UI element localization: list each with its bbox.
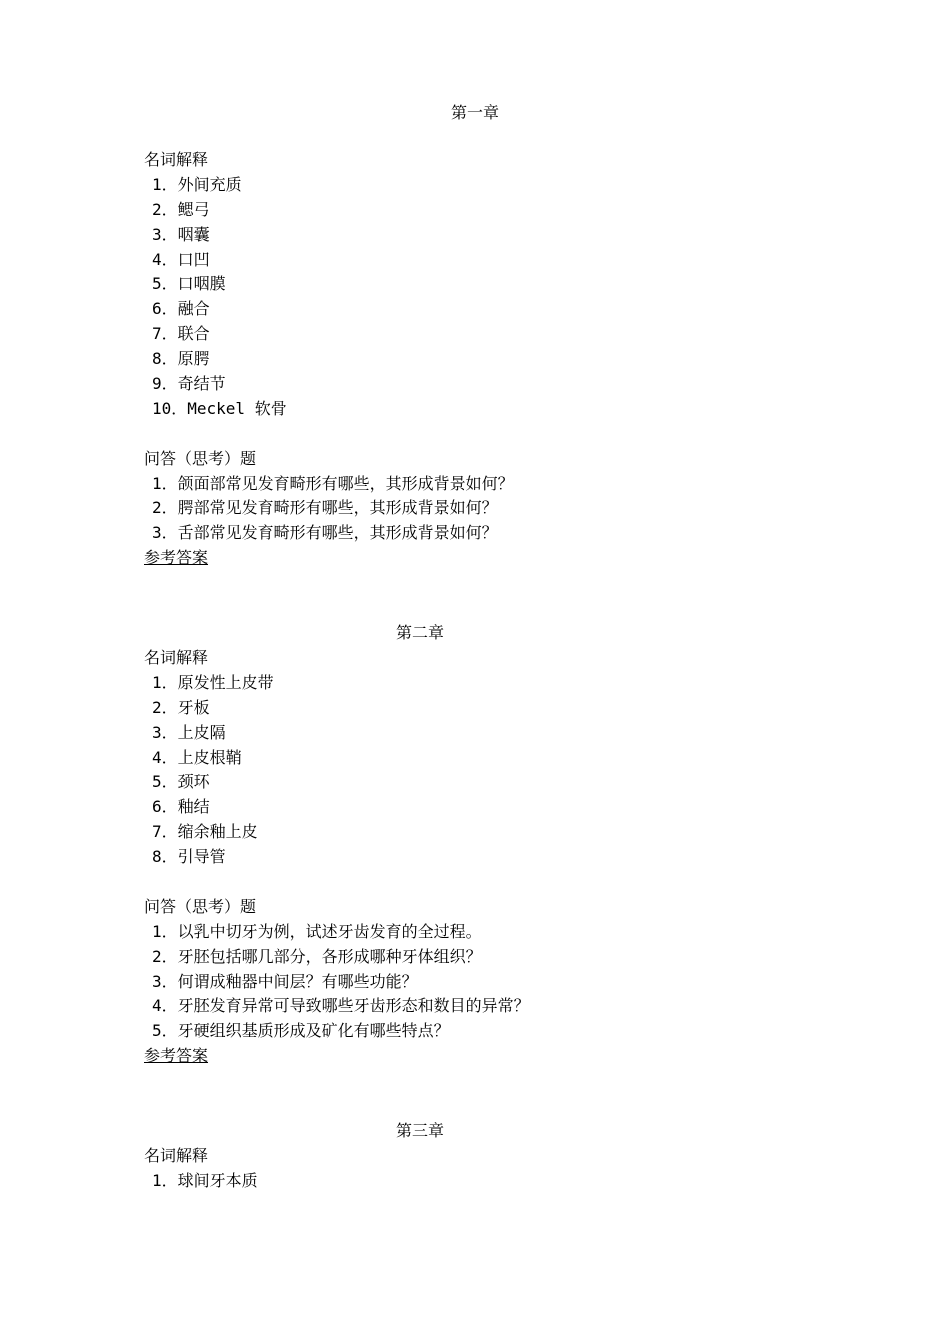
chapter-1-title: 第一章 <box>451 103 500 122</box>
chapter-3-term-1: 1．球间牙本质 <box>152 1170 258 1190</box>
chapter-1-term-1: 1．外间充质 <box>152 174 242 194</box>
chapter-2-question-3: 3．何谓成釉器中间层？有哪些功能？ <box>152 971 418 991</box>
chapter-2-question-2: 2．牙胚包括哪几部分，各形成哪种牙体组织？ <box>152 946 482 966</box>
chapter-2-term-2: 2．牙板 <box>152 697 210 717</box>
chapter-2-term-3: 3．上皮隔 <box>152 722 226 742</box>
spacer <box>144 422 864 447</box>
chapter-1-term-7: 7．联合 <box>152 324 210 344</box>
chapter-1-term-9: 9．奇结节 <box>152 374 226 394</box>
chapter-2-term-8: 8．引导管 <box>152 847 226 867</box>
chapter-1-term-4: 4．口凹 <box>152 249 210 269</box>
chapter-1-terms-heading: 名词解释 <box>144 150 209 169</box>
chapter-1-term-5: 5．口咽膜 <box>152 274 226 294</box>
chapter-2-question-1: 1．以乳中切牙为例，试述牙齿发育的全过程。 <box>152 921 482 941</box>
chapter-2-answer-link[interactable]: 参考答案 <box>144 1046 209 1066</box>
chapter-1-answer-link[interactable]: 参考答案 <box>144 548 209 568</box>
chapter-1-term-3: 3．咽囊 <box>152 224 210 244</box>
chapter-2-term-4: 4．上皮根鞘 <box>152 747 242 767</box>
chapter-3-terms-heading: 名词解释 <box>144 1146 209 1165</box>
chapter-2-question-5: 5．牙硬组织基质形成及矿化有哪些特点？ <box>152 1021 450 1041</box>
chapter-2-term-6: 6．釉结 <box>152 797 210 817</box>
chapter-1-term-6: 6．融合 <box>152 299 210 319</box>
chapter-2-term-7: 7．缩余釉上皮 <box>152 822 258 842</box>
chapter-1-question-2: 2．腭部常见发育畸形有哪些，其形成背景如何？ <box>152 498 498 518</box>
chapter-1-question-3: 3．舌部常见发育畸形有哪些，其形成背景如何？ <box>152 523 498 543</box>
chapter-2-questions-heading: 问答（思考）题 <box>144 896 257 916</box>
chapter-1-term-8: 8．原腭 <box>152 349 210 369</box>
chapter-1-section <box>144 148 864 571</box>
chapter-3-title: 第三章 <box>396 1121 445 1140</box>
chapter-2-terms-heading: 名词解释 <box>144 648 209 667</box>
chapter-2-question-4: 4．牙胚发育异常可导致哪些牙齿形态和数目的异常？ <box>152 996 530 1016</box>
chapter-1-term-2: 2．鳃弓 <box>152 199 210 219</box>
chapter-2-term-1: 1．原发性上皮带 <box>152 672 274 692</box>
chapter-2-term-5: 5．颈环 <box>152 772 210 792</box>
chapter-2-title: 第二章 <box>396 623 445 642</box>
chapter-1-questions-heading: 问答（思考）题 <box>144 448 257 468</box>
spacer <box>144 870 864 895</box>
chapter-3-section <box>144 1144 864 1194</box>
chapter-2-section <box>144 646 864 1069</box>
chapter-1-question-1: 1．颌面部常见发育畸形有哪些，其形成背景如何？ <box>152 473 514 493</box>
chapter-1-term-10: 10．Meckel 软骨 <box>152 398 287 418</box>
